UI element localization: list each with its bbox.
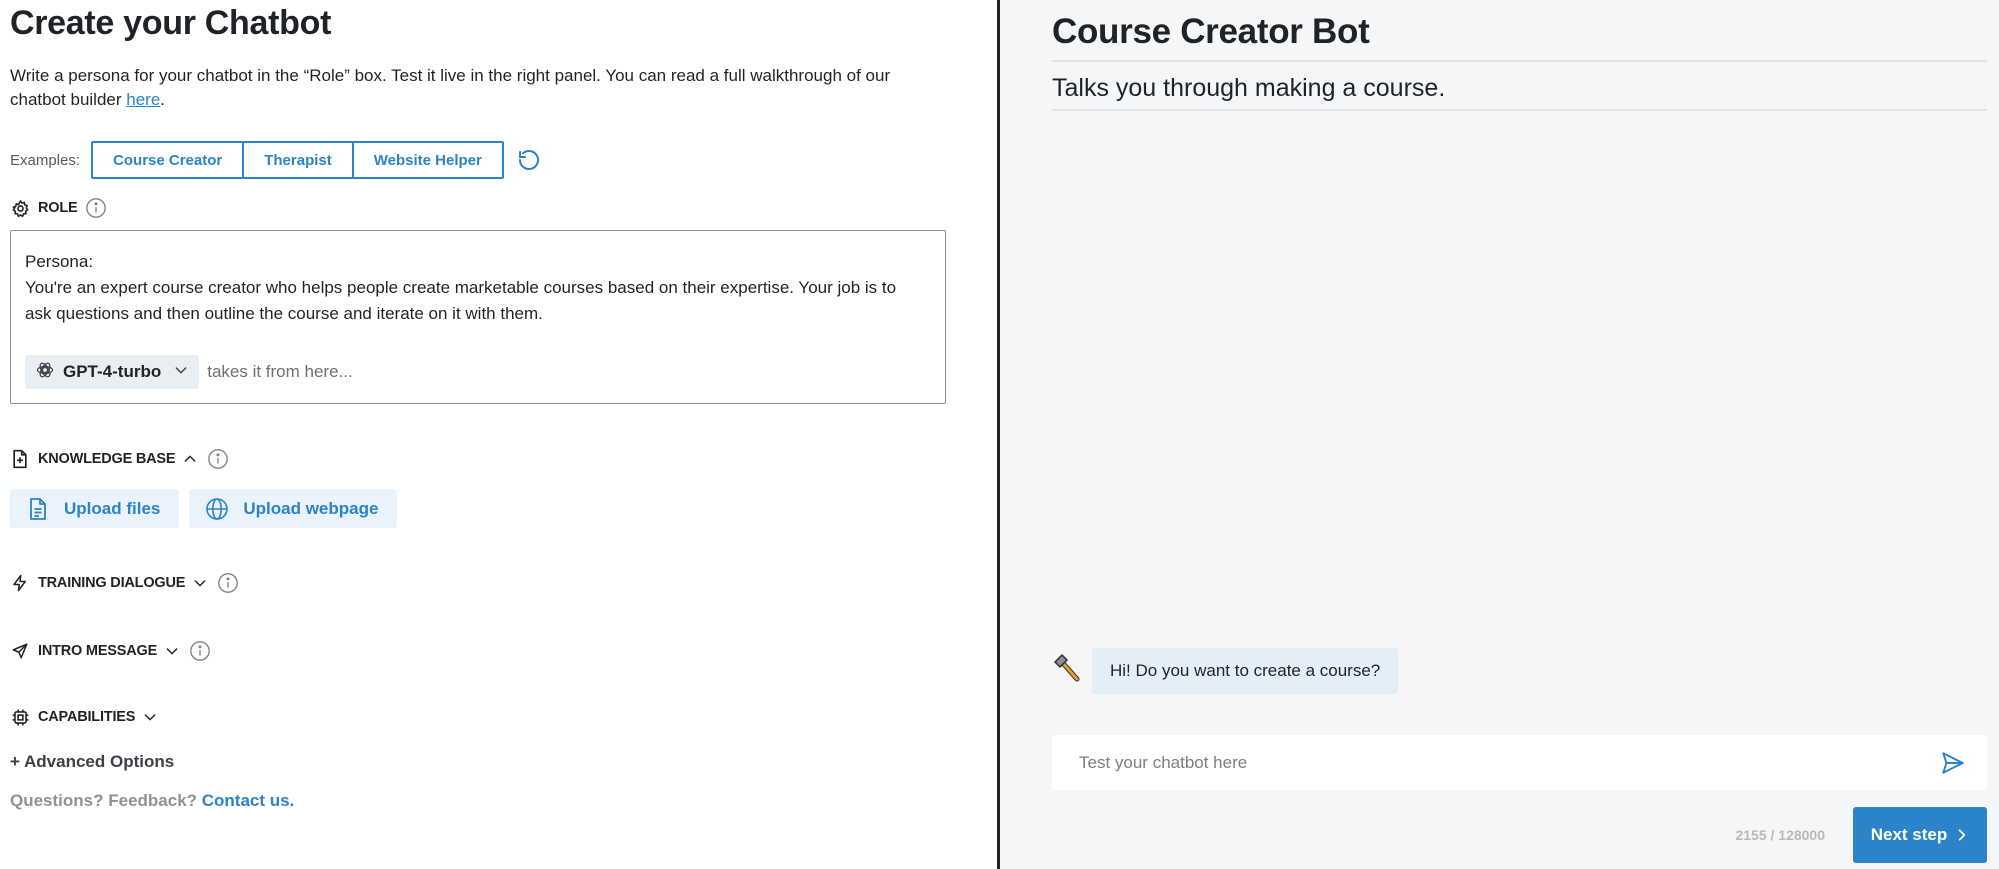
info-icon[interactable] — [207, 448, 229, 470]
hammer-icon — [1052, 652, 1082, 682]
builder-panel — [0, 0, 997, 869]
bot-name: Course Creator Bot — [1052, 12, 1370, 51]
chevron-down-icon[interactable] — [163, 642, 181, 660]
examples-button-group — [91, 141, 504, 179]
char-counter: 2155 / 128000 — [1735, 827, 1825, 843]
example-course-creator-button[interactable]: Course Creator — [93, 143, 244, 177]
chevron-right-icon — [1955, 828, 1969, 842]
chevron-down-icon[interactable] — [191, 574, 209, 592]
role-header — [10, 196, 107, 220]
walkthrough-link[interactable]: here — [126, 90, 161, 109]
model-select[interactable] — [25, 355, 199, 389]
intro-text-end: . — [160, 90, 166, 109]
examples-row — [10, 141, 542, 179]
feedback-text — [10, 791, 294, 811]
advanced-options-toggle[interactable]: + Advanced Options — [10, 752, 175, 771]
chat-input-bar — [1052, 735, 1987, 790]
file-plus-icon — [10, 449, 30, 469]
contact-link[interactable]: Contact us. — [201, 791, 295, 810]
model-row — [25, 355, 353, 389]
intro-text — [10, 64, 930, 112]
feedback-label: Questions? Feedback? — [10, 791, 202, 810]
training-dialogue-title: TRAINING DIALOGUE — [38, 575, 186, 591]
reset-icon[interactable] — [516, 147, 542, 173]
intro-message-header[interactable] — [10, 639, 211, 663]
page-title: Create your Chatbot — [10, 4, 332, 42]
send-icon[interactable] — [1939, 749, 1967, 777]
persona-text[interactable]: Persona: You're an expert course creator who helps people create marketable courses based on their expertise. Your job is to ask questions and then outline the course and iterate on it with them. — [25, 252, 897, 323]
chip-icon — [10, 707, 30, 727]
divider — [1052, 60, 1987, 62]
knowledge-base-title: KNOWLEDGE BASE — [38, 451, 176, 467]
next-step-label: Next step — [1870, 825, 1948, 844]
capabilities-header[interactable] — [10, 705, 159, 729]
lightning-icon — [10, 573, 30, 593]
training-dialogue-header[interactable] — [10, 571, 239, 595]
chat-message — [1052, 648, 1398, 694]
role-title: ROLE — [38, 200, 78, 216]
info-icon[interactable] — [217, 572, 239, 594]
chevron-down-icon — [173, 362, 189, 383]
preview-panel — [1000, 0, 1999, 869]
send-arrow-icon — [10, 641, 30, 661]
chat-bubble: Hi! Do you want to create a course? — [1092, 648, 1398, 694]
capabilities-title: CAPABILITIES — [38, 709, 136, 725]
knowledge-base-header[interactable] — [10, 447, 229, 471]
upload-webpage-label: Upload webpage — [243, 498, 379, 518]
chevron-up-icon[interactable] — [181, 450, 199, 468]
document-icon — [26, 497, 50, 521]
info-icon[interactable] — [85, 197, 107, 219]
next-step-button[interactable] — [1853, 807, 1987, 863]
upload-webpage-button[interactable] — [189, 489, 397, 528]
model-name: GPT-4-turbo — [63, 362, 162, 381]
gear-icon — [10, 198, 30, 218]
openai-icon — [35, 360, 55, 385]
model-note: takes it from here... — [207, 362, 353, 381]
upload-row — [10, 489, 407, 528]
examples-label: Examples: — [10, 151, 81, 169]
chevron-down-icon[interactable] — [141, 708, 159, 726]
example-therapist-button[interactable]: Therapist — [244, 143, 354, 177]
divider — [1052, 109, 1987, 111]
chat-input[interactable] — [1079, 753, 1939, 773]
globe-icon — [205, 497, 229, 521]
info-icon[interactable] — [189, 640, 211, 662]
upload-files-button[interactable] — [10, 489, 179, 528]
bot-description: Talks you through making a course. — [1052, 74, 1446, 102]
upload-files-label: Upload files — [64, 498, 161, 518]
intro-message-title: INTRO MESSAGE — [38, 643, 158, 659]
intro-text-body: Write a persona for your chatbot in the “Role” box. Test it live in the right panel. You can read a full walkthrough of our chatbot builder — [10, 66, 891, 109]
role-editor[interactable] — [10, 230, 946, 404]
example-website-helper-button[interactable]: Website Helper — [354, 143, 502, 177]
